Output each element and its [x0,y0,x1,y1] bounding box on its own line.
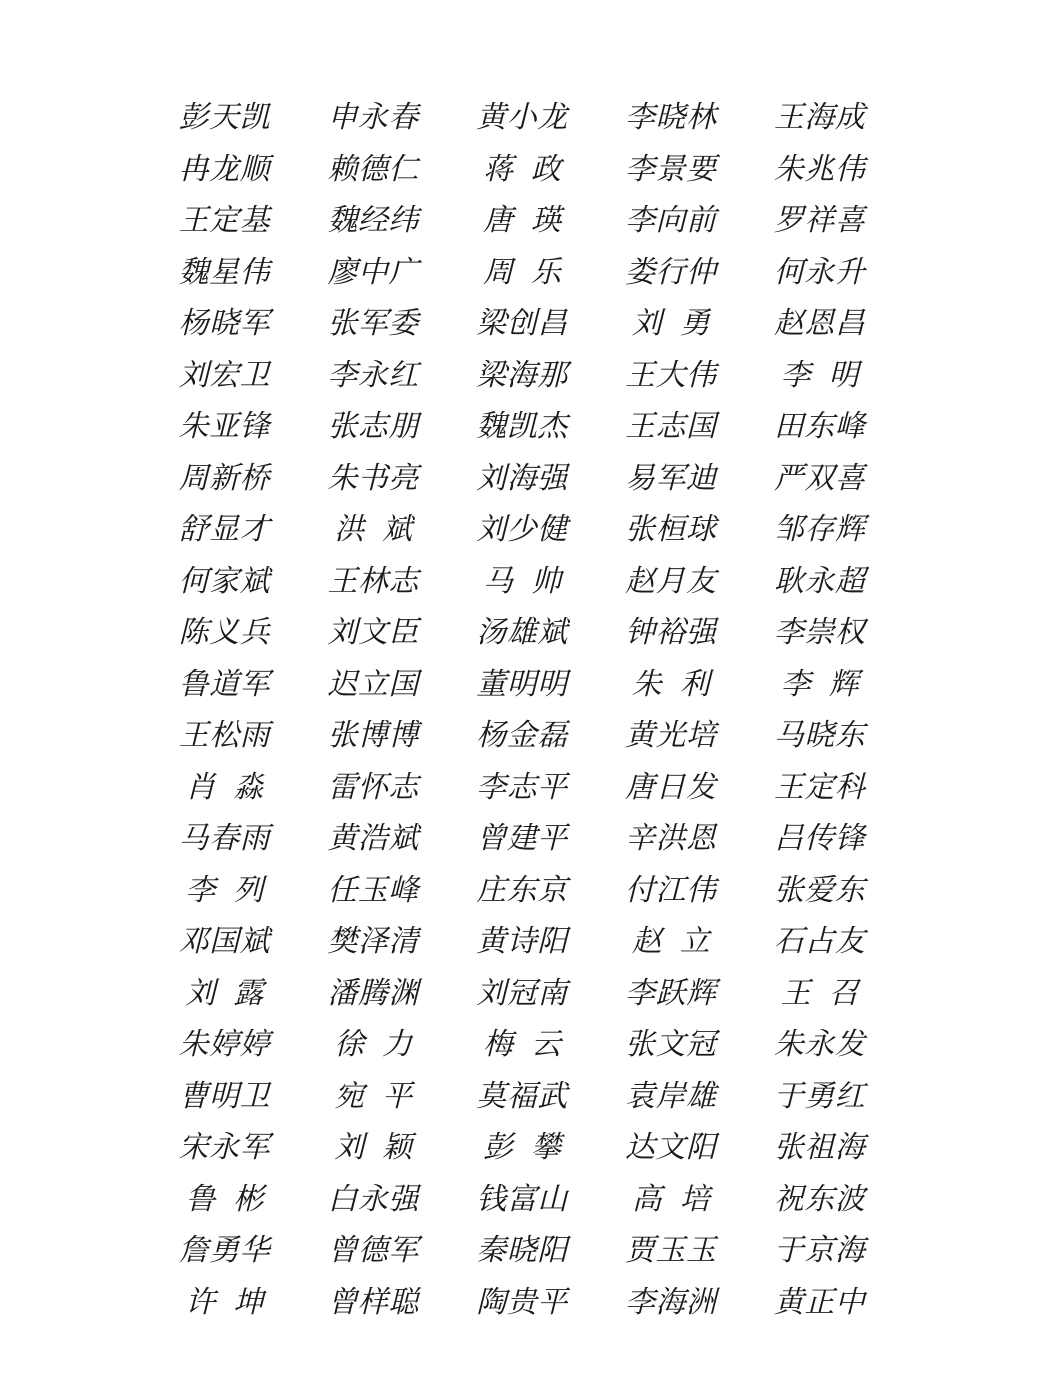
name-text: 付江伟 [625,872,717,908]
name-text: 肖淼 [185,769,282,805]
name-text: 黄光培 [625,718,717,753]
list-item [299,401,448,453]
name-text: 洪斌 [334,512,431,547]
name-text: 石占友 [773,924,866,959]
name-text: 迟立国 [327,666,419,702]
list-item [150,195,299,247]
name-text: 王定科 [773,769,866,805]
list-item [299,350,448,402]
list-item [745,813,894,865]
name-text: 雷怀志 [327,769,419,805]
name-text: 彭天凯 [178,100,271,135]
list-item [596,1174,745,1226]
name-text: 刘勇 [631,306,728,341]
name-text: 贾玉玉 [625,1233,717,1268]
name-text: 李永红 [327,357,419,393]
list-item [299,556,448,608]
name-text: 钱富山 [476,1181,568,1217]
list-item [745,607,894,659]
list-item [448,401,597,453]
name-text: 冉龙顺 [178,151,271,187]
name-text: 邹存辉 [773,512,866,547]
name-text: 曹明卫 [178,1078,271,1114]
name-text: 王志国 [625,409,717,444]
list-item [596,762,745,814]
name-text: 詹勇华 [178,1233,271,1268]
list-item [745,710,894,762]
name-text: 刘宏卫 [178,357,271,393]
list-item [596,401,745,453]
name-text: 罗祥喜 [773,203,866,238]
name-text: 周新桥 [178,460,271,496]
list-item [745,247,894,299]
name-text: 高培 [631,1181,728,1217]
list-item [448,762,597,814]
list-item [299,1225,448,1277]
name-text: 唐日发 [625,769,717,805]
list-item [596,813,745,865]
name-text: 曾德军 [327,1233,419,1268]
list-item [745,453,894,505]
name-text: 周乐 [482,254,579,290]
list-item [596,1071,745,1123]
list-item [150,813,299,865]
name-text: 严双喜 [773,460,866,496]
name-text: 赖德仁 [327,151,419,187]
name-text: 王松雨 [178,718,271,753]
list-item [596,350,745,402]
list-item [448,556,597,608]
name-text: 何永升 [773,254,866,290]
name-text: 秦晓阳 [476,1233,568,1268]
name-text: 辛洪恩 [625,821,717,856]
list-item [299,195,448,247]
list-item [448,1122,597,1174]
name-text: 王召 [780,975,877,1011]
name-text: 蒋政 [482,151,579,187]
name-text: 李跃辉 [625,975,717,1011]
name-text: 于勇红 [773,1078,866,1114]
list-item [596,659,745,711]
list-item [745,350,894,402]
list-item [150,762,299,814]
list-item [150,1225,299,1277]
list-item [745,865,894,917]
list-item [745,1071,894,1123]
name-text: 朱兆伟 [773,151,866,187]
list-item [299,92,448,144]
name-text: 朱书亮 [327,460,419,496]
name-text: 彭攀 [482,1130,579,1165]
name-text: 申永春 [327,100,419,135]
list-item [299,1277,448,1329]
name-text: 唐瑛 [482,203,579,238]
name-text: 许坤 [185,1284,282,1320]
list-item [448,247,597,299]
name-text: 宛平 [334,1078,431,1114]
name-text: 朱利 [631,666,728,702]
name-text: 王海成 [773,100,866,135]
name-text: 王林志 [327,563,419,599]
name-text: 张祖海 [773,1130,866,1165]
list-item [150,1019,299,1071]
list-item [299,607,448,659]
name-text: 赵月友 [625,563,717,599]
list-item [448,1174,597,1226]
list-item [299,144,448,196]
list-item [448,298,597,350]
name-text: 魏经纬 [327,203,419,238]
list-item [448,916,597,968]
list-item [150,968,299,1020]
name-text: 于京海 [773,1233,866,1268]
list-item [448,968,597,1020]
name-text: 张博博 [327,718,419,753]
list-item [596,1225,745,1277]
name-text: 王定基 [178,203,271,238]
list-item [150,607,299,659]
name-text: 易军迪 [625,460,717,496]
name-list-grid [150,92,894,1328]
list-item [745,195,894,247]
list-item [596,607,745,659]
name-text: 李志平 [476,769,568,805]
list-item [596,1122,745,1174]
list-item [448,607,597,659]
name-text: 马春雨 [178,821,271,856]
name-text: 张志朋 [327,409,419,444]
name-text: 廖中广 [327,254,419,290]
list-item [299,1122,448,1174]
list-item [150,350,299,402]
list-item [745,144,894,196]
list-item [448,1071,597,1123]
list-item [448,144,597,196]
name-text: 黄正中 [773,1284,866,1320]
name-text: 李向前 [625,203,717,238]
list-item [596,968,745,1020]
list-item [448,453,597,505]
list-item [299,916,448,968]
list-item [448,1277,597,1329]
name-text: 樊泽清 [327,924,419,959]
name-text: 李景要 [625,151,717,187]
list-item [745,556,894,608]
list-item [448,92,597,144]
list-item [150,298,299,350]
list-item [745,1277,894,1329]
list-item [745,916,894,968]
list-item [150,1174,299,1226]
list-item [150,556,299,608]
list-item [745,659,894,711]
name-text: 黄诗阳 [476,924,568,959]
list-item [596,195,745,247]
name-text: 徐力 [334,1027,431,1062]
list-item [299,1071,448,1123]
list-item [745,1122,894,1174]
name-text: 魏凯杰 [476,409,568,444]
name-text: 鲁彬 [185,1181,282,1217]
list-item [150,659,299,711]
name-text: 张爱东 [773,872,866,908]
list-item [150,247,299,299]
name-text: 杨金磊 [476,718,568,753]
list-item [596,1277,745,1329]
list-item [745,968,894,1020]
name-text: 庄东京 [476,872,568,908]
list-item [448,350,597,402]
list-item [745,298,894,350]
name-text: 朱婷婷 [178,1027,271,1062]
name-text: 魏星伟 [178,254,271,290]
name-text: 莫福武 [476,1078,568,1114]
name-text: 马晓东 [773,718,866,753]
name-text: 朱永发 [773,1027,866,1062]
list-item [299,762,448,814]
list-item [448,710,597,762]
list-item [299,453,448,505]
name-text: 王大伟 [625,357,717,393]
name-text: 李晓林 [625,100,717,135]
list-item [299,1019,448,1071]
name-text: 曾样聪 [327,1284,419,1320]
list-item [596,453,745,505]
list-item [596,298,745,350]
list-item [596,916,745,968]
name-text: 梁海那 [476,357,568,393]
name-text: 杨晓军 [178,306,271,341]
name-text: 梅云 [482,1027,579,1062]
list-item [299,968,448,1020]
list-item [448,659,597,711]
name-text: 张军委 [327,306,419,341]
list-item [150,504,299,556]
name-text: 李辉 [780,666,877,702]
name-text: 宋永军 [178,1130,271,1165]
name-text: 达文阳 [625,1130,717,1165]
list-item [299,247,448,299]
list-item [596,144,745,196]
list-item [596,710,745,762]
name-text: 吕传锋 [773,821,866,856]
list-item [299,504,448,556]
list-item [448,813,597,865]
name-text: 黄小龙 [476,100,568,135]
list-item [745,401,894,453]
name-text: 李明 [780,357,877,393]
list-item [150,1122,299,1174]
name-text: 娄行仲 [625,254,717,290]
name-text: 鲁道军 [178,666,271,702]
name-text: 李崇权 [773,615,866,650]
name-text: 马帅 [482,563,579,599]
list-item [596,865,745,917]
name-text: 赵恩昌 [773,306,866,341]
list-item [299,710,448,762]
list-item [745,1019,894,1071]
list-item [150,1071,299,1123]
list-item [596,556,745,608]
list-item [596,92,745,144]
name-text: 朱亚锋 [178,409,271,444]
name-text: 张文冠 [625,1027,717,1062]
list-item [596,504,745,556]
name-text: 刘海强 [476,460,568,496]
list-item [745,504,894,556]
name-text: 白永强 [327,1181,419,1217]
name-text: 袁岸雄 [625,1078,717,1114]
name-text: 梁创昌 [476,306,568,341]
list-item [150,144,299,196]
name-text: 刘冠南 [476,975,568,1011]
list-item [745,92,894,144]
name-text: 潘腾渊 [327,975,419,1011]
list-item [299,865,448,917]
name-text: 刘少健 [476,512,568,547]
name-text: 何家斌 [178,563,271,599]
list-item [596,1019,745,1071]
list-item [299,1174,448,1226]
name-text: 黄浩斌 [327,821,419,856]
name-text: 赵立 [631,924,728,959]
list-item [448,504,597,556]
name-text: 汤雄斌 [476,615,568,650]
list-item [299,813,448,865]
name-text: 刘露 [185,975,282,1011]
list-item [448,1019,597,1071]
list-item [448,1225,597,1277]
list-item [745,1174,894,1226]
list-item [448,865,597,917]
list-item [299,659,448,711]
name-text: 陈义兵 [178,615,271,650]
list-item [150,401,299,453]
list-item [150,453,299,505]
name-text: 刘文臣 [327,615,419,650]
list-item [150,916,299,968]
name-text: 李列 [185,872,282,908]
name-text: 陶贵平 [476,1284,568,1320]
name-text: 张桓球 [625,512,717,547]
name-text: 田东峰 [773,409,866,444]
name-text: 祝东波 [773,1181,866,1217]
list-item [596,247,745,299]
name-text: 曾建平 [476,821,568,856]
name-text: 李海洲 [625,1284,717,1320]
list-item [745,1225,894,1277]
list-item [150,710,299,762]
name-text: 任玉峰 [327,872,419,908]
name-text: 钟裕强 [625,615,717,650]
name-text: 刘颖 [334,1130,431,1165]
name-text: 董明明 [476,666,568,702]
name-text: 舒显才 [178,512,271,547]
name-text: 耿永超 [773,563,866,599]
list-item [745,762,894,814]
list-item [299,298,448,350]
list-item [150,1277,299,1329]
list-item [150,92,299,144]
name-text: 邓国斌 [178,924,271,959]
list-item [448,195,597,247]
list-item [150,865,299,917]
